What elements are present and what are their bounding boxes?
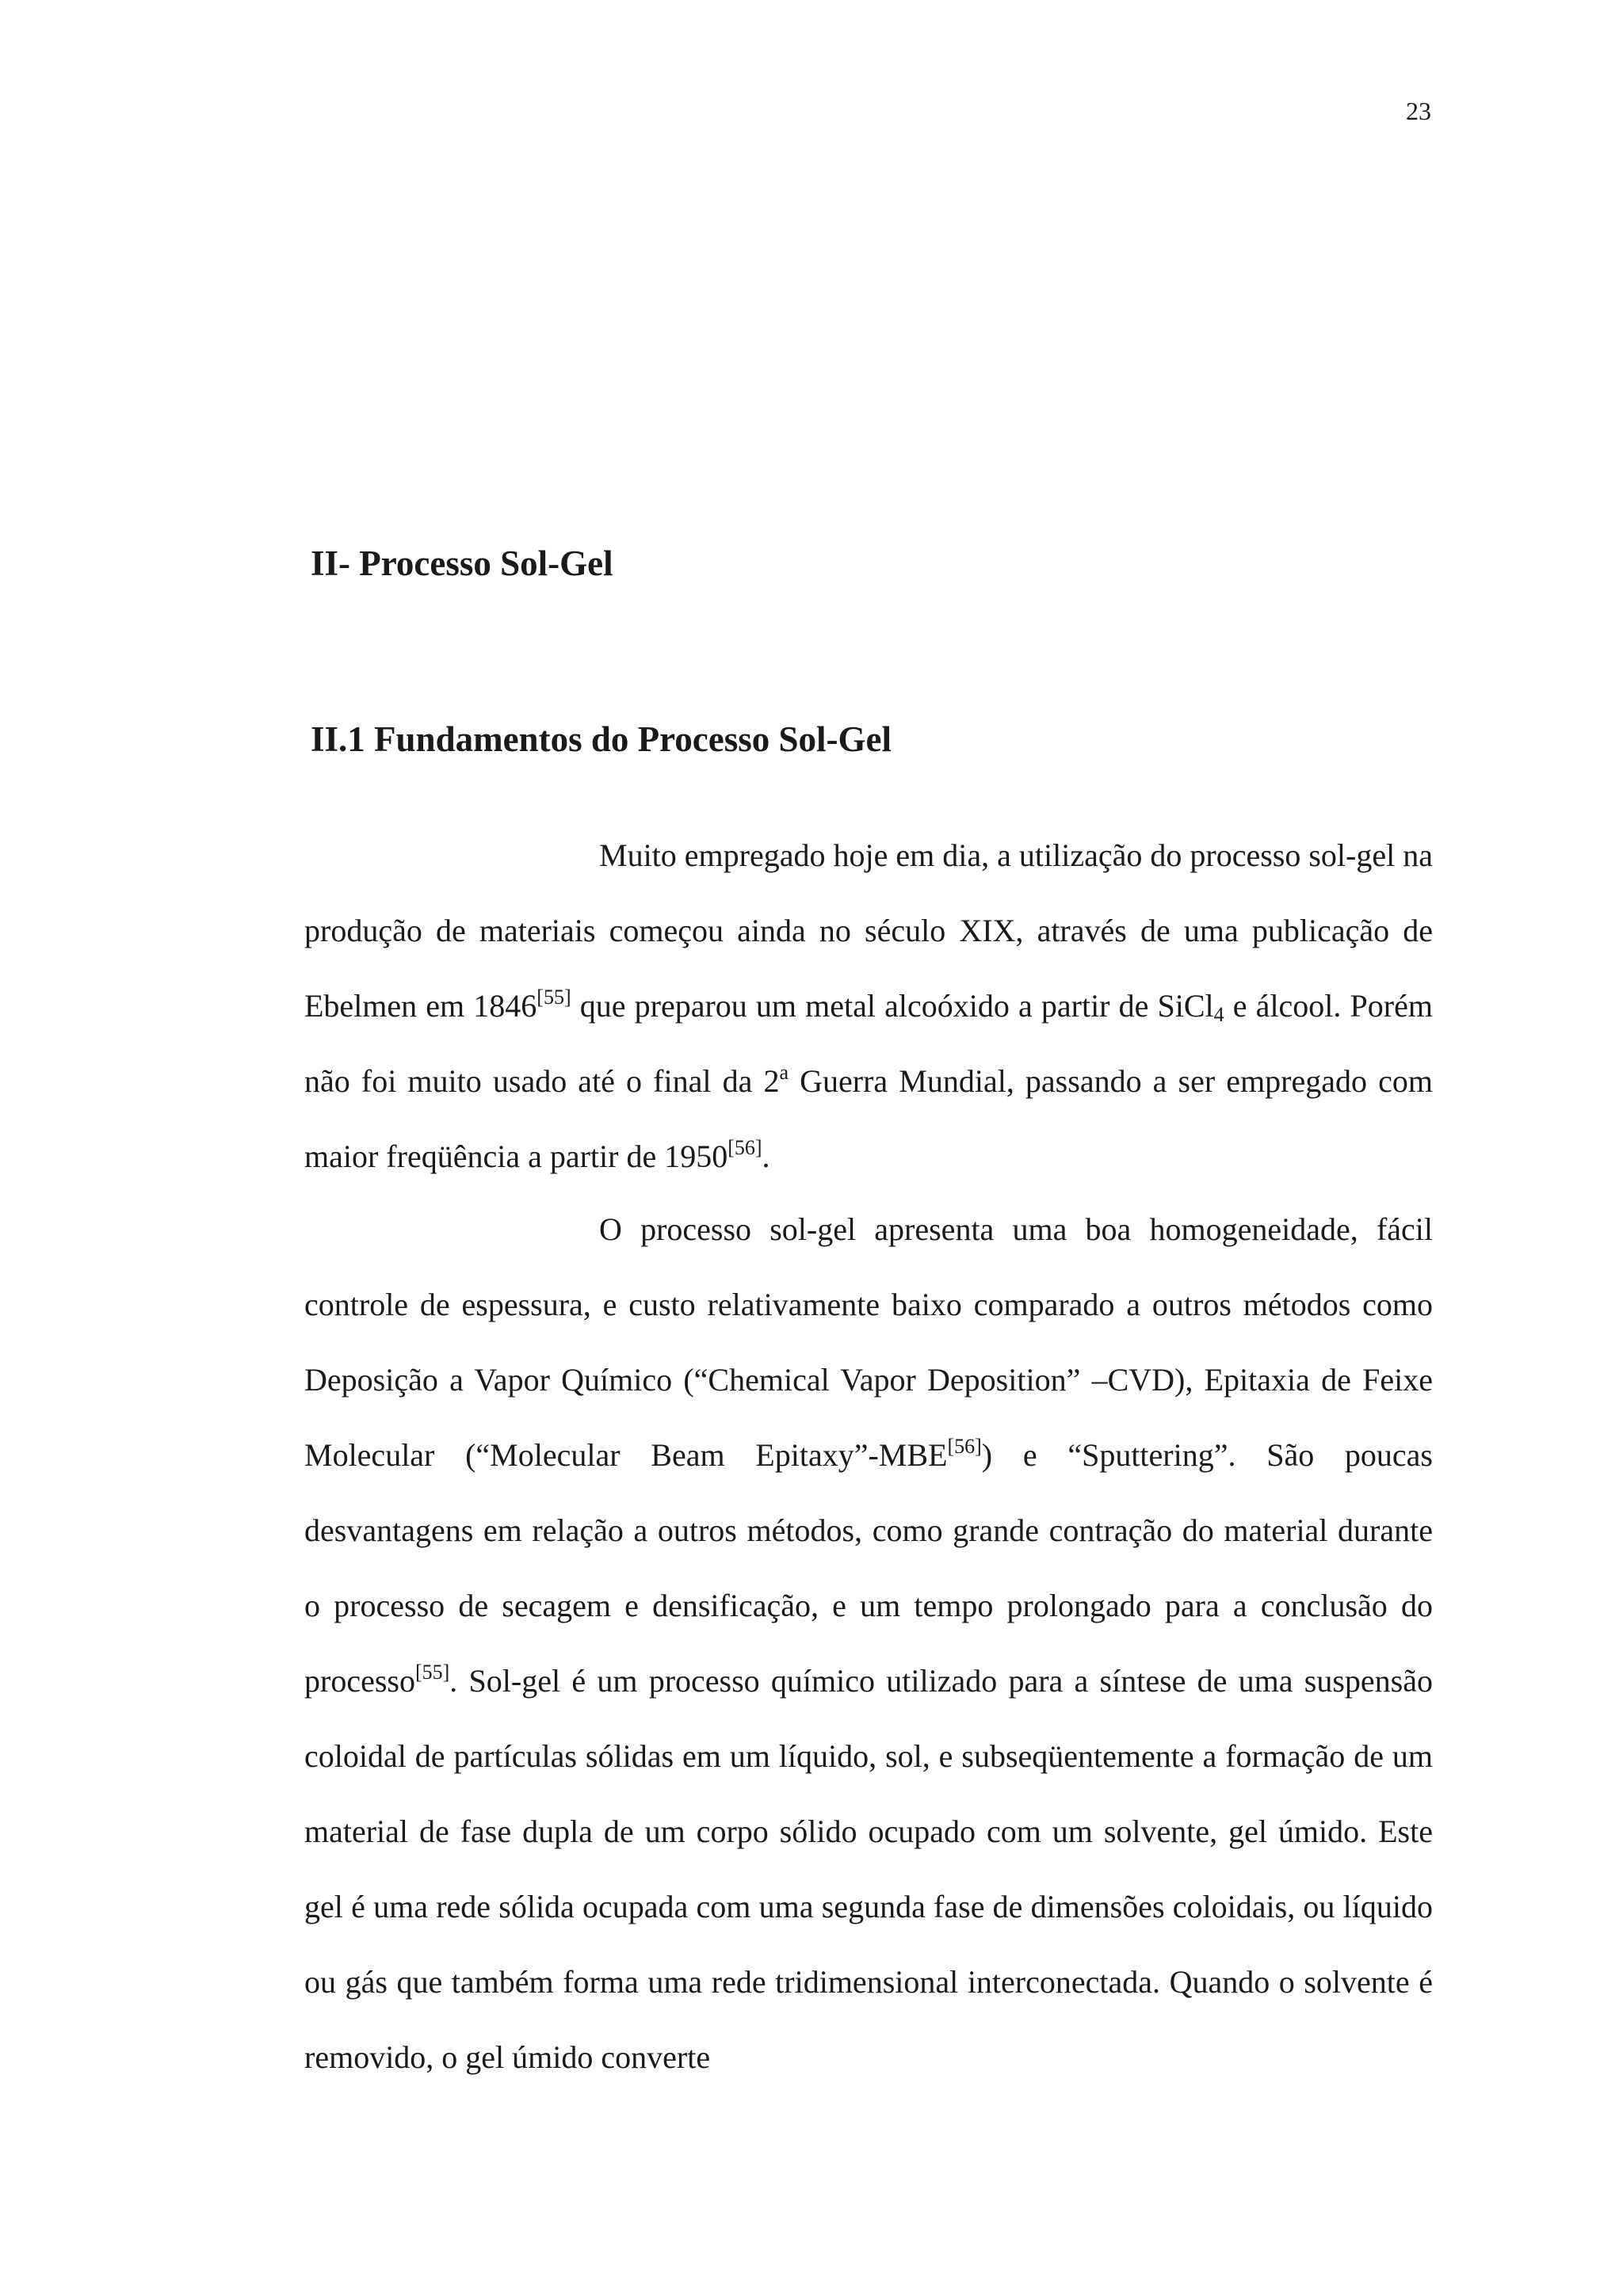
citation-ref: [56] bbox=[727, 1136, 762, 1159]
section-title: II.1 Fundamentos do Processo Sol-Gel bbox=[311, 719, 892, 759]
paragraph-1 bbox=[304, 818, 1433, 1194]
paragraph-2-text-1: O processo sol-gel apresenta uma boa homogeneidade, fácil controle de espessura, e custo relativamente baixo comparado a outros métodos como Deposição a Vapor Químico (“Chemical Vapor Deposition” –CVD), Epitaxia de Feixe Molecular (“Molecular Beam Epitaxy”-MBE bbox=[304, 1211, 1433, 1473]
paragraph-2-text-2: ) e “Sputtering”. São poucas desvantagens em relação a outros métodos, como grande contração do material durante o processo de secagem e densificação, e um tempo prolongado para a conclusão do processo bbox=[304, 1437, 1433, 1699]
paragraph-1-text-1: Muito empregado hoje em dia, a utilização do processo sol-gel na produção de materiais começou ainda no século XIX, através de uma publicação de Ebelmen em 1846 bbox=[304, 837, 1433, 1024]
paragraph-1-text-4: Guerra Mundial, passando a ser empregado com maior freqüência a partir de 1950 bbox=[304, 1063, 1433, 1174]
citation-ref: [56] bbox=[947, 1435, 982, 1458]
page-number: 23 bbox=[1406, 97, 1431, 125]
citation-ref: [55] bbox=[537, 986, 571, 1009]
citation-ref: [55] bbox=[414, 1661, 450, 1684]
paragraph-2-text-3: . Sol-gel é um processo químico utilizado para a síntese de uma suspensão coloidal de partículas sólidas em um líquido, sol, e subseqüentemente a formação de um material de fase dupla de um corpo sólido ocupado com um solvente, gel úmido. Este gel é uma rede sólida ocupada com uma segunda fase de dimensões coloidais, ou líquido ou gás que também forma uma rede tridimensional interconectada. Quando o solvente é removido, o gel úmido converte bbox=[304, 1663, 1433, 2075]
paragraph-1-text-2: que preparou um metal alcoóxido a partir de SiCl bbox=[571, 988, 1214, 1024]
chemical-subscript: 4 bbox=[1213, 1003, 1224, 1026]
ordinal-superscript: a bbox=[779, 1061, 789, 1084]
paragraph-1-text-3: e álcool. Porém não foi muito usado até o final da 2 bbox=[304, 988, 1433, 1099]
paragraph-1-text-5: . bbox=[762, 1138, 770, 1174]
paragraph-2 bbox=[304, 1192, 1433, 2095]
chapter-title: II- Processo Sol-Gel bbox=[311, 543, 613, 583]
